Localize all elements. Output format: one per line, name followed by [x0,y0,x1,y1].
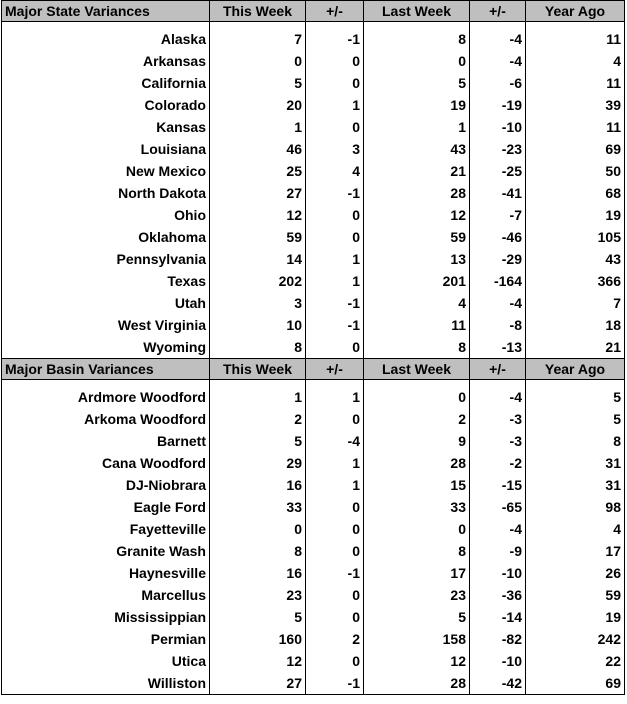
basin-this-week-cell: 0 [210,518,306,540]
basin-row-name: Ardmore Woodford [2,386,210,408]
state-row-name: Ohio [2,204,210,226]
state-last-week-cell: 8 [364,28,470,50]
basin-row-name: Cana Woodford [2,452,210,474]
state-last-week-cell: 0 [364,50,470,72]
basin-row-name: Fayetteville [2,518,210,540]
state-row-name: Oklahoma [2,226,210,248]
state-row-name: Louisiana [2,138,210,160]
basin-change-year-cell: -10 [470,650,526,672]
basin-change-year-cell: -9 [470,540,526,562]
basin-this-week-cell: 12 [210,650,306,672]
basin-this-week-cell: 16 [210,474,306,496]
basin-last-week-cell: 0 [364,518,470,540]
basin-change-week-cell: 1 [306,452,364,474]
basin-change-week-cell: 1 [306,386,364,408]
state-row-name: West Virginia [2,314,210,336]
basin-row [2,496,625,518]
state-variance-table [1,0,625,358]
basin-change-year-cell: -15 [470,474,526,496]
basin-change-year-cell: -42 [470,672,526,695]
basin-last-week-cell: 8 [364,540,470,562]
state-year-ago-cell: 19 [605,207,621,223]
basin-year-ago-cell: 22 [605,653,621,669]
basin-row [2,408,625,430]
basin-this-week-cell: 8 [210,540,306,562]
state-row [2,94,625,116]
basin-this-week-cell: 27 [210,672,306,695]
basin-this-week-cell: 16 [210,562,306,584]
basin-row-name: Haynesville [2,562,210,584]
basin-year-ago-cell: 17 [605,543,621,559]
state-row-name: Pennsylvania [2,248,210,270]
state-row-name: Wyoming [2,336,210,358]
basin-change-year-cell: -4 [470,386,526,408]
state-header-change-year: +/- [470,1,526,22]
state-row-name: North Dakota [2,182,210,204]
state-change-week-cell: 0 [306,336,364,358]
state-row [2,50,625,72]
state-change-week-cell: 1 [306,270,364,292]
state-this-week-cell: 20 [210,94,306,116]
state-change-year-cell: -10 [470,116,526,138]
state-change-week-cell: 1 [306,248,364,270]
state-year-ago-cell: 21 [605,339,621,355]
basin-change-year-cell: -3 [470,408,526,430]
basin-row [2,540,625,562]
state-row [2,226,625,248]
basin-last-week-cell: 0 [364,386,470,408]
basin-change-year-cell: -14 [470,606,526,628]
basin-change-year-cell: -10 [470,562,526,584]
state-this-week-cell: 46 [210,138,306,160]
basin-row-name: Granite Wash [2,540,210,562]
state-last-week-cell: 13 [364,248,470,270]
state-this-week-cell: 25 [210,160,306,182]
state-row [2,28,625,50]
basin-change-week-cell: -1 [306,672,364,695]
state-last-week-cell: 12 [364,204,470,226]
state-change-year-cell: -4 [470,28,526,50]
basin-row-name: Eagle Ford [2,496,210,518]
basin-this-week-cell: 2 [210,408,306,430]
basin-change-week-cell: -4 [306,430,364,452]
basin-this-week-cell: 33 [210,496,306,518]
basin-last-week-cell: 158 [364,628,470,650]
state-this-week-cell: 10 [210,314,306,336]
state-change-week-cell: 3 [306,138,364,160]
basin-row-name: Permian [2,628,210,650]
basin-row [2,386,625,408]
state-row-name: New Mexico [2,160,210,182]
state-change-year-cell: -8 [470,314,526,336]
state-change-year-cell: -46 [470,226,526,248]
basin-change-week-cell: 0 [306,518,364,540]
basin-header-this-week: This Week [210,359,306,380]
state-row-name: Colorado [2,94,210,116]
state-change-year-cell: -6 [470,72,526,94]
basin-year-ago-cell: 98 [605,499,621,515]
basin-year-ago-cell: 8 [613,433,621,449]
basin-row [2,650,625,672]
state-row [2,292,625,314]
state-change-year-cell: -4 [470,50,526,72]
state-change-year-cell: -164 [470,270,526,292]
basin-year-ago-cell: 242 [597,631,621,647]
basin-year-ago-cell: 31 [605,477,621,493]
basin-row-name: Utica [2,650,210,672]
basin-last-week-cell: 28 [364,452,470,474]
basin-last-week-cell: 33 [364,496,470,518]
basin-this-week-cell: 160 [210,628,306,650]
state-row-name: California [2,72,210,94]
state-row-name: Texas [2,270,210,292]
basin-last-week-cell: 12 [364,650,470,672]
state-change-year-cell: -19 [470,94,526,116]
state-this-week-cell: 7 [210,28,306,50]
basin-last-week-cell: 23 [364,584,470,606]
state-this-week-cell: 12 [210,204,306,226]
state-row [2,116,625,138]
state-change-year-cell: -29 [470,248,526,270]
state-change-week-cell: 4 [306,160,364,182]
basin-row [2,562,625,584]
basin-change-week-cell: 0 [306,540,364,562]
state-year-ago-cell: 11 [606,75,621,91]
state-year-ago-cell: 11 [606,31,621,47]
state-header-last-week: Last Week [364,1,470,22]
state-row [2,138,625,160]
state-header-change-week: +/- [306,1,364,22]
state-row [2,182,625,204]
basin-year-ago-cell: 5 [613,411,621,427]
basin-last-week-cell: 9 [364,430,470,452]
basin-change-week-cell: 0 [306,650,364,672]
state-change-year-cell: -41 [470,182,526,204]
basin-change-week-cell: 0 [306,606,364,628]
basin-this-week-cell: 5 [210,430,306,452]
state-header-year-ago: Year Ago [526,1,625,22]
basin-year-ago-cell: 4 [613,521,621,537]
state-change-year-cell: -4 [470,292,526,314]
basin-header-change-week: +/- [306,359,364,380]
state-this-week-cell: 8 [210,336,306,358]
state-change-week-cell: -1 [306,314,364,336]
state-row [2,314,625,336]
basin-row [2,672,625,695]
basin-change-year-cell: -82 [470,628,526,650]
state-this-week-cell: 202 [210,270,306,292]
state-last-week-cell: 1 [364,116,470,138]
state-change-year-cell: -23 [470,138,526,160]
state-this-week-cell: 5 [210,72,306,94]
basin-year-ago-cell: 59 [605,587,621,603]
basin-change-week-cell: -1 [306,562,364,584]
basin-change-year-cell: -4 [470,518,526,540]
basin-year-ago-cell: 5 [613,389,621,405]
state-header-this-week: This Week [210,1,306,22]
state-this-week-cell: 14 [210,248,306,270]
basin-row [2,452,625,474]
state-last-week-cell: 28 [364,182,470,204]
basin-year-ago-cell: 69 [605,675,621,691]
state-row-name: Kansas [2,116,210,138]
basin-last-week-cell: 2 [364,408,470,430]
basin-this-week-cell: 23 [210,584,306,606]
state-this-week-cell: 0 [210,50,306,72]
state-change-week-cell: 1 [306,94,364,116]
state-change-week-cell: -1 [306,182,364,204]
basin-row-name: DJ-Niobrara [2,474,210,496]
state-change-week-cell: 0 [306,204,364,226]
state-change-week-cell: -1 [306,28,364,50]
basin-row [2,518,625,540]
basin-change-week-cell: 0 [306,408,364,430]
state-last-week-cell: 19 [364,94,470,116]
basin-this-week-cell: 29 [210,452,306,474]
basin-table-title: Major Basin Variances [2,359,210,380]
basin-row-name: Williston [2,672,210,695]
state-header-row [2,1,625,22]
state-change-week-cell: -1 [306,292,364,314]
basin-last-week-cell: 5 [364,606,470,628]
basin-change-year-cell: -3 [470,430,526,452]
state-row [2,248,625,270]
basin-row-name: Marcellus [2,584,210,606]
state-change-year-cell: -13 [470,336,526,358]
state-change-week-cell: 0 [306,72,364,94]
basin-change-year-cell: -2 [470,452,526,474]
basin-change-year-cell: -36 [470,584,526,606]
basin-change-week-cell: 0 [306,496,364,518]
state-row [2,270,625,292]
state-year-ago-cell: 366 [597,273,621,289]
state-year-ago-cell: 11 [606,119,621,135]
basin-row [2,606,625,628]
basin-row [2,584,625,606]
state-row [2,204,625,226]
state-change-week-cell: 0 [306,226,364,248]
state-change-week-cell: 0 [306,50,364,72]
basin-this-week-cell: 5 [210,606,306,628]
basin-year-ago-cell: 26 [605,565,621,581]
state-this-week-cell: 3 [210,292,306,314]
state-row [2,160,625,182]
basin-variance-body [2,359,625,695]
basin-row [2,430,625,452]
state-year-ago-cell: 69 [605,141,621,157]
basin-last-week-cell: 15 [364,474,470,496]
basin-this-week-cell: 1 [210,386,306,408]
basin-row [2,628,625,650]
state-year-ago-cell: 68 [605,185,621,201]
basin-row [2,474,625,496]
basin-header-year-ago: Year Ago [526,359,625,380]
basin-row-name: Arkoma Woodford [2,408,210,430]
state-this-week-cell: 1 [210,116,306,138]
state-last-week-cell: 5 [364,72,470,94]
basin-last-week-cell: 17 [364,562,470,584]
state-year-ago-cell: 39 [605,97,621,113]
state-year-ago-cell: 50 [605,163,621,179]
state-last-week-cell: 11 [364,314,470,336]
state-year-ago-cell: 18 [605,317,621,333]
state-row [2,72,625,94]
state-last-week-cell: 59 [364,226,470,248]
basin-change-week-cell: 1 [306,474,364,496]
state-year-ago-cell: 105 [597,229,621,245]
state-row [2,336,625,358]
basin-year-ago-cell: 19 [605,609,621,625]
state-year-ago-cell: 7 [613,295,621,311]
basin-variance-table [1,358,625,695]
state-row-name: Arkansas [2,50,210,72]
basin-change-week-cell: 2 [306,628,364,650]
state-row-name: Alaska [2,28,210,50]
basin-header-change-year: +/- [470,359,526,380]
state-change-year-cell: -7 [470,204,526,226]
state-last-week-cell: 201 [364,270,470,292]
state-this-week-cell: 59 [210,226,306,248]
state-last-week-cell: 21 [364,160,470,182]
state-year-ago-cell: 43 [605,251,621,267]
state-table-title: Major State Variances [2,1,210,22]
state-year-ago-cell: 4 [613,53,621,69]
state-row-name: Utah [2,292,210,314]
basin-header-row [2,359,625,380]
state-last-week-cell: 8 [364,336,470,358]
state-change-week-cell: 0 [306,116,364,138]
state-variance-body [2,1,625,359]
basin-year-ago-cell: 31 [605,455,621,471]
basin-row-name: Barnett [2,430,210,452]
basin-change-year-cell: -65 [470,496,526,518]
basin-header-last-week: Last Week [364,359,470,380]
basin-change-week-cell: 0 [306,584,364,606]
basin-row-name: Mississippian [2,606,210,628]
state-this-week-cell: 27 [210,182,306,204]
state-last-week-cell: 4 [364,292,470,314]
state-last-week-cell: 43 [364,138,470,160]
basin-last-week-cell: 28 [364,672,470,695]
state-change-year-cell: -25 [470,160,526,182]
